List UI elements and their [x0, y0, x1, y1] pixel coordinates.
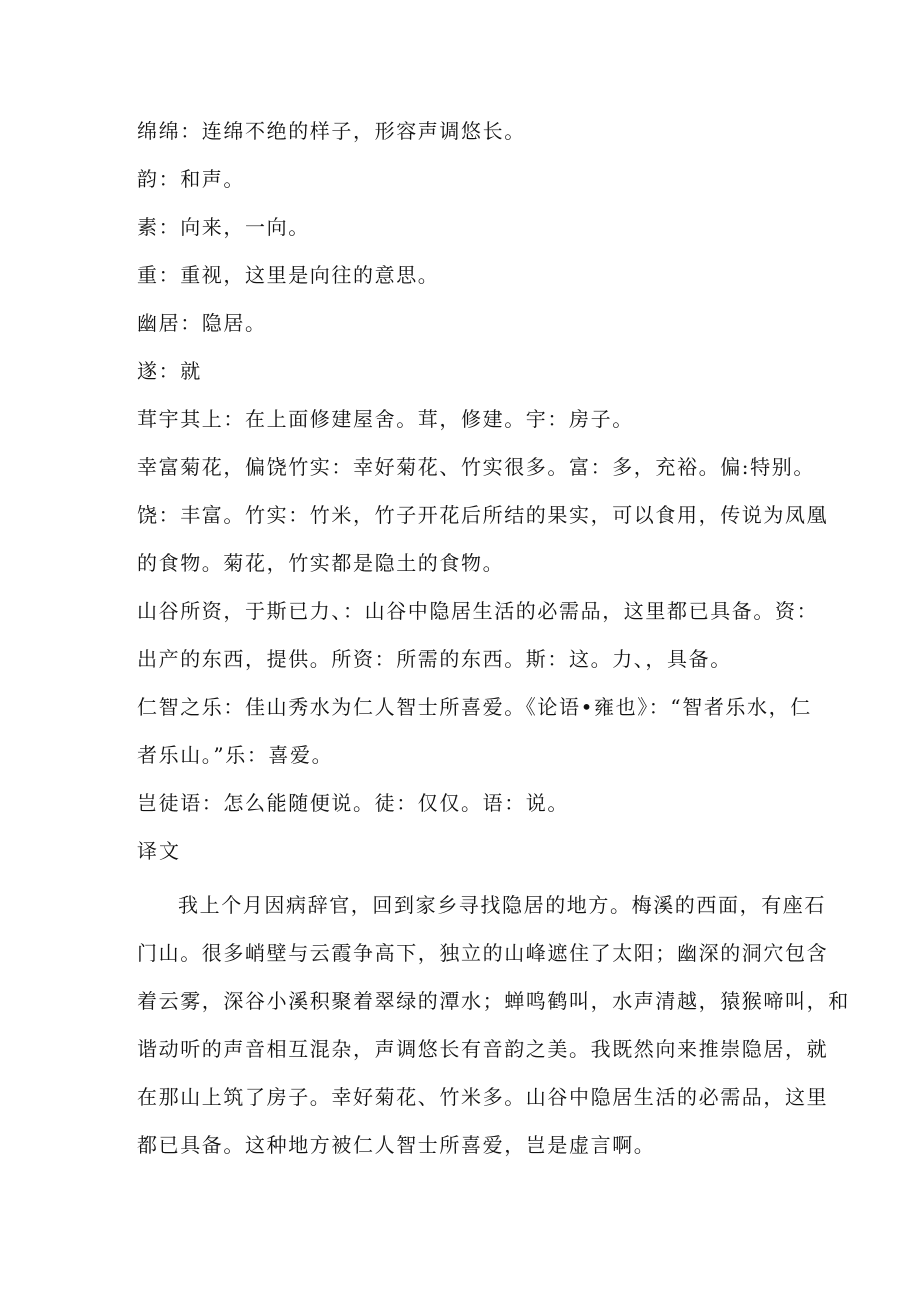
translation-line: 门山。很多峭壁与云霞争高下，独立的山峰遮住了太阳；幽深的洞穴包含 — [137, 941, 829, 965]
translation-line: 谐动听的声音相互混杂，声调悠长有音韵之美。我既然向来推崇隐居，就 — [137, 1037, 829, 1061]
note-line: 山谷所资，于斯已力、：山谷中隐居生活的必需品，这里都已具备。资： — [137, 599, 819, 623]
note-line: 韵：和声。 — [137, 167, 245, 191]
translation-line: 着云雾，深谷小溪积聚着翠绿的潭水；蝉鸣鹤叫，水声清越，猿猴啼叫，和 — [137, 989, 850, 1013]
translation-line: 在那山上筑了房子。幸好菊花、竹米多。山谷中隐居生活的必需品，这里 — [137, 1085, 829, 1109]
translation-line: 我上个月因病辞官，回到家乡寻找隐居的地方。梅溪的西面，有座石 — [178, 893, 826, 917]
note-line: 幽居：隐居。 — [137, 311, 267, 335]
note-line: 的食物。菊花，竹实都是隐土的食物。 — [137, 551, 505, 575]
note-line: 饶：丰富。竹实：竹米，竹子开花后所结的果实，可以食用，传说为凤凰 — [137, 503, 829, 527]
note-line: 幸富菊花，偏饶竹实：幸好菊花、竹实很多。富：多，充裕。偏:特别。 — [137, 455, 815, 479]
note-line: 出产的东西，提供。所资：所需的东西。斯：这。力、，具备。 — [137, 647, 732, 671]
note-line: 茸宇其上：在上面修建屋舍。茸，修建。宇：房子。 — [137, 407, 634, 431]
note-line: 仁智之乐：佳山秀水为仁人智士所喜爱。《论语•雍也》：“智者乐水，仁 — [137, 695, 812, 719]
note-line: 遂：就 — [137, 359, 202, 383]
translation-line: 都已具备。这种地方被仁人智士所喜爱，岂是虚言啊。 — [137, 1133, 656, 1157]
note-line: 绵绵：连绵不绝的样子，形容声调悠长。 — [137, 119, 526, 143]
note-line: 岂徒语：怎么能随便说。徒：仅仅。语：说。 — [137, 791, 569, 815]
note-line: 素：向来，一向。 — [137, 215, 310, 239]
translation-heading: 译文 — [137, 839, 181, 863]
note-line: 者乐山。”乐：喜爱。 — [137, 743, 334, 767]
note-line: 重：重视，这里是向往的意思。 — [137, 263, 440, 287]
